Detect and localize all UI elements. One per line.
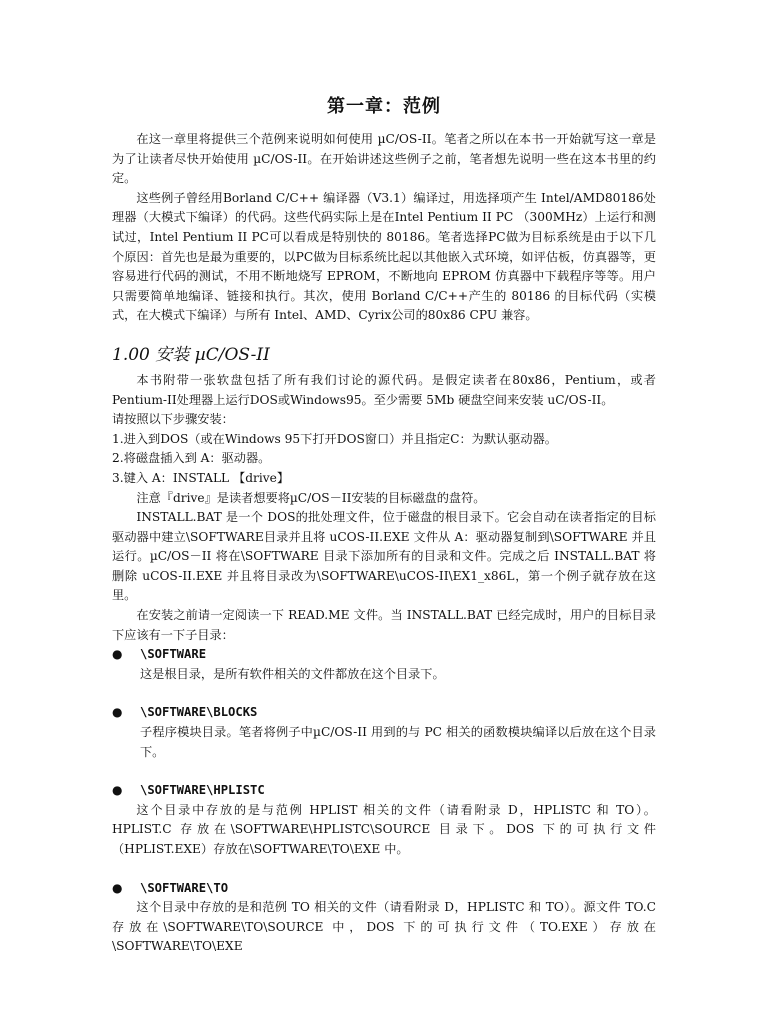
bullet-icon: ● bbox=[112, 783, 123, 798]
dir-item-hplistc bbox=[112, 781, 656, 859]
dir-desc: 这个目录中存放的是和范例 TO 相关的文件（请看附录 D，HPLISTC 和 TO）。源文件 TO.C 存放在\SOFTWARE\TO\SOURCE 中，DOS 下的可执行文件（TO.EXE）存放在\SOFTWARE\TO\EXE bbox=[112, 900, 656, 954]
steps-intro: 请按照以下步骤安装： bbox=[112, 412, 234, 427]
section-heading: 1.00 安装 µC/OS-II bbox=[112, 344, 270, 365]
step-1: 1.进入到DOS（或在Windows 95下打开DOS窗口）并且指定C：为默认驱动器。 bbox=[112, 431, 557, 446]
note-paragraph-1: 注意『drive』是读者想要将µC/OS－II安装的目标磁盘的盘符。 bbox=[136, 490, 486, 505]
dir-item-to bbox=[112, 879, 656, 957]
dir-name: \SOFTWARE\BLOCKS bbox=[140, 705, 258, 720]
dir-desc: 这是根目录，是所有软件相关的文件都放在这个目录下。 bbox=[140, 666, 445, 681]
intro-paragraph-1: 在这一章里将提供三个范例来说明如何使用 µC/OS-II。笔者之所以在本书一开始就写这一章是为了让读者尽快开始使用 µC/OS-II。在开始讲述这些例子之前，笔者想先说明一些在这本书里的约定。 bbox=[112, 132, 656, 186]
dir-name: \SOFTWARE\TO bbox=[140, 880, 229, 895]
intro-paragraph-2: 这些例子曾经用Borland C/C++ 编译器（V3.1）编译过，用选择项产生 Intel/AMD80186处理器（大模式下编译）的代码。这些代码实际上是在Intel Pentium II PC （300MHz）上运行和测试过，Intel Pentium II PC可以看成是特别快的 80186。笔者选择PC做为目标系统是由于以下几个原因：首先也是最为重要的，以PC做为目标系统比起以其他嵌入式环境，如评估板，仿真器等，更容易进行代码的测试，不用不断地烧写 EPROM，不断地向 EPROM 仿真器中下载程序等等。用户只需要简单地编译、链接和执行。其次，使用 Borland C/C++产生的 80186 的目标代码（实模式，在大模式下编译）与所有 Intel、AMD、Cyrix公司的80x86 CPU 兼容。 bbox=[112, 190, 656, 323]
step-2: 2.将磁盘插入到 A：驱动器。 bbox=[112, 451, 271, 466]
bullet-icon: ● bbox=[112, 647, 123, 662]
note-paragraph-3: 在安装之前请一定阅读一下 READ.ME 文件。当 INSTALL.BAT 已经完成时，用户的目标目录下应该有一下子目录： bbox=[112, 608, 656, 642]
chapter-title: 第一章：范例 bbox=[327, 96, 441, 117]
dir-item-software bbox=[112, 645, 656, 684]
dir-item-blocks bbox=[112, 703, 656, 762]
bullet-icon: ● bbox=[112, 705, 123, 720]
bullet-icon: ● bbox=[112, 880, 123, 895]
dir-name: \SOFTWARE\HPLISTC bbox=[140, 783, 265, 798]
dir-desc: 子程序模块目录。笔者将例子中µC/OS-II 用到的与 PC 相关的函数模块编译以后放在这个目录下。 bbox=[140, 725, 656, 759]
section-paragraph-1: 本书附带一张软盘包括了所有我们讨论的源代码。是假定读者在80x86，Pentium，或者Pentium-II处理器上运行DOS或Windows95。至少需要 5Mb 硬盘空间来安装 uC/OS-II。 bbox=[112, 372, 656, 407]
dir-desc: 这个目录中存放的是与范例 HPLIST 相关的文件（请看附录 D，HPLISTC 和 TO）。HPLIST.C 存放在\SOFTWARE\HPLISTC\SOURCE 目录下。DOS 下的可执行文件（HPLIST.EXE）存放在\SOFTWARE\TO\EXE 中。 bbox=[112, 802, 656, 856]
step-3: 3.键入 A：INSTALL 【drive】 bbox=[112, 470, 290, 485]
note-paragraph-2: INSTALL.BAT 是一个 DOS的批处理文件，位于磁盘的根目录下。它会自动在读者指定的目标驱动器中建立\SOFTWARE目录并且将 uCOS-II.EXE 文件从 A：驱动器复制到\SOFTWARE 并且运行。µC/OS－II 将在\SOFTWARE 目录下添加所有的目录和文件。完成之后 INSTALL.BAT 将删除 uCOS-II.EXE 并且将目录改为\SOFTWARE\uCOS-II\EX1_x86L，第一个例子就存放在这里。 bbox=[112, 510, 656, 603]
dir-name: \SOFTWARE bbox=[140, 647, 207, 662]
